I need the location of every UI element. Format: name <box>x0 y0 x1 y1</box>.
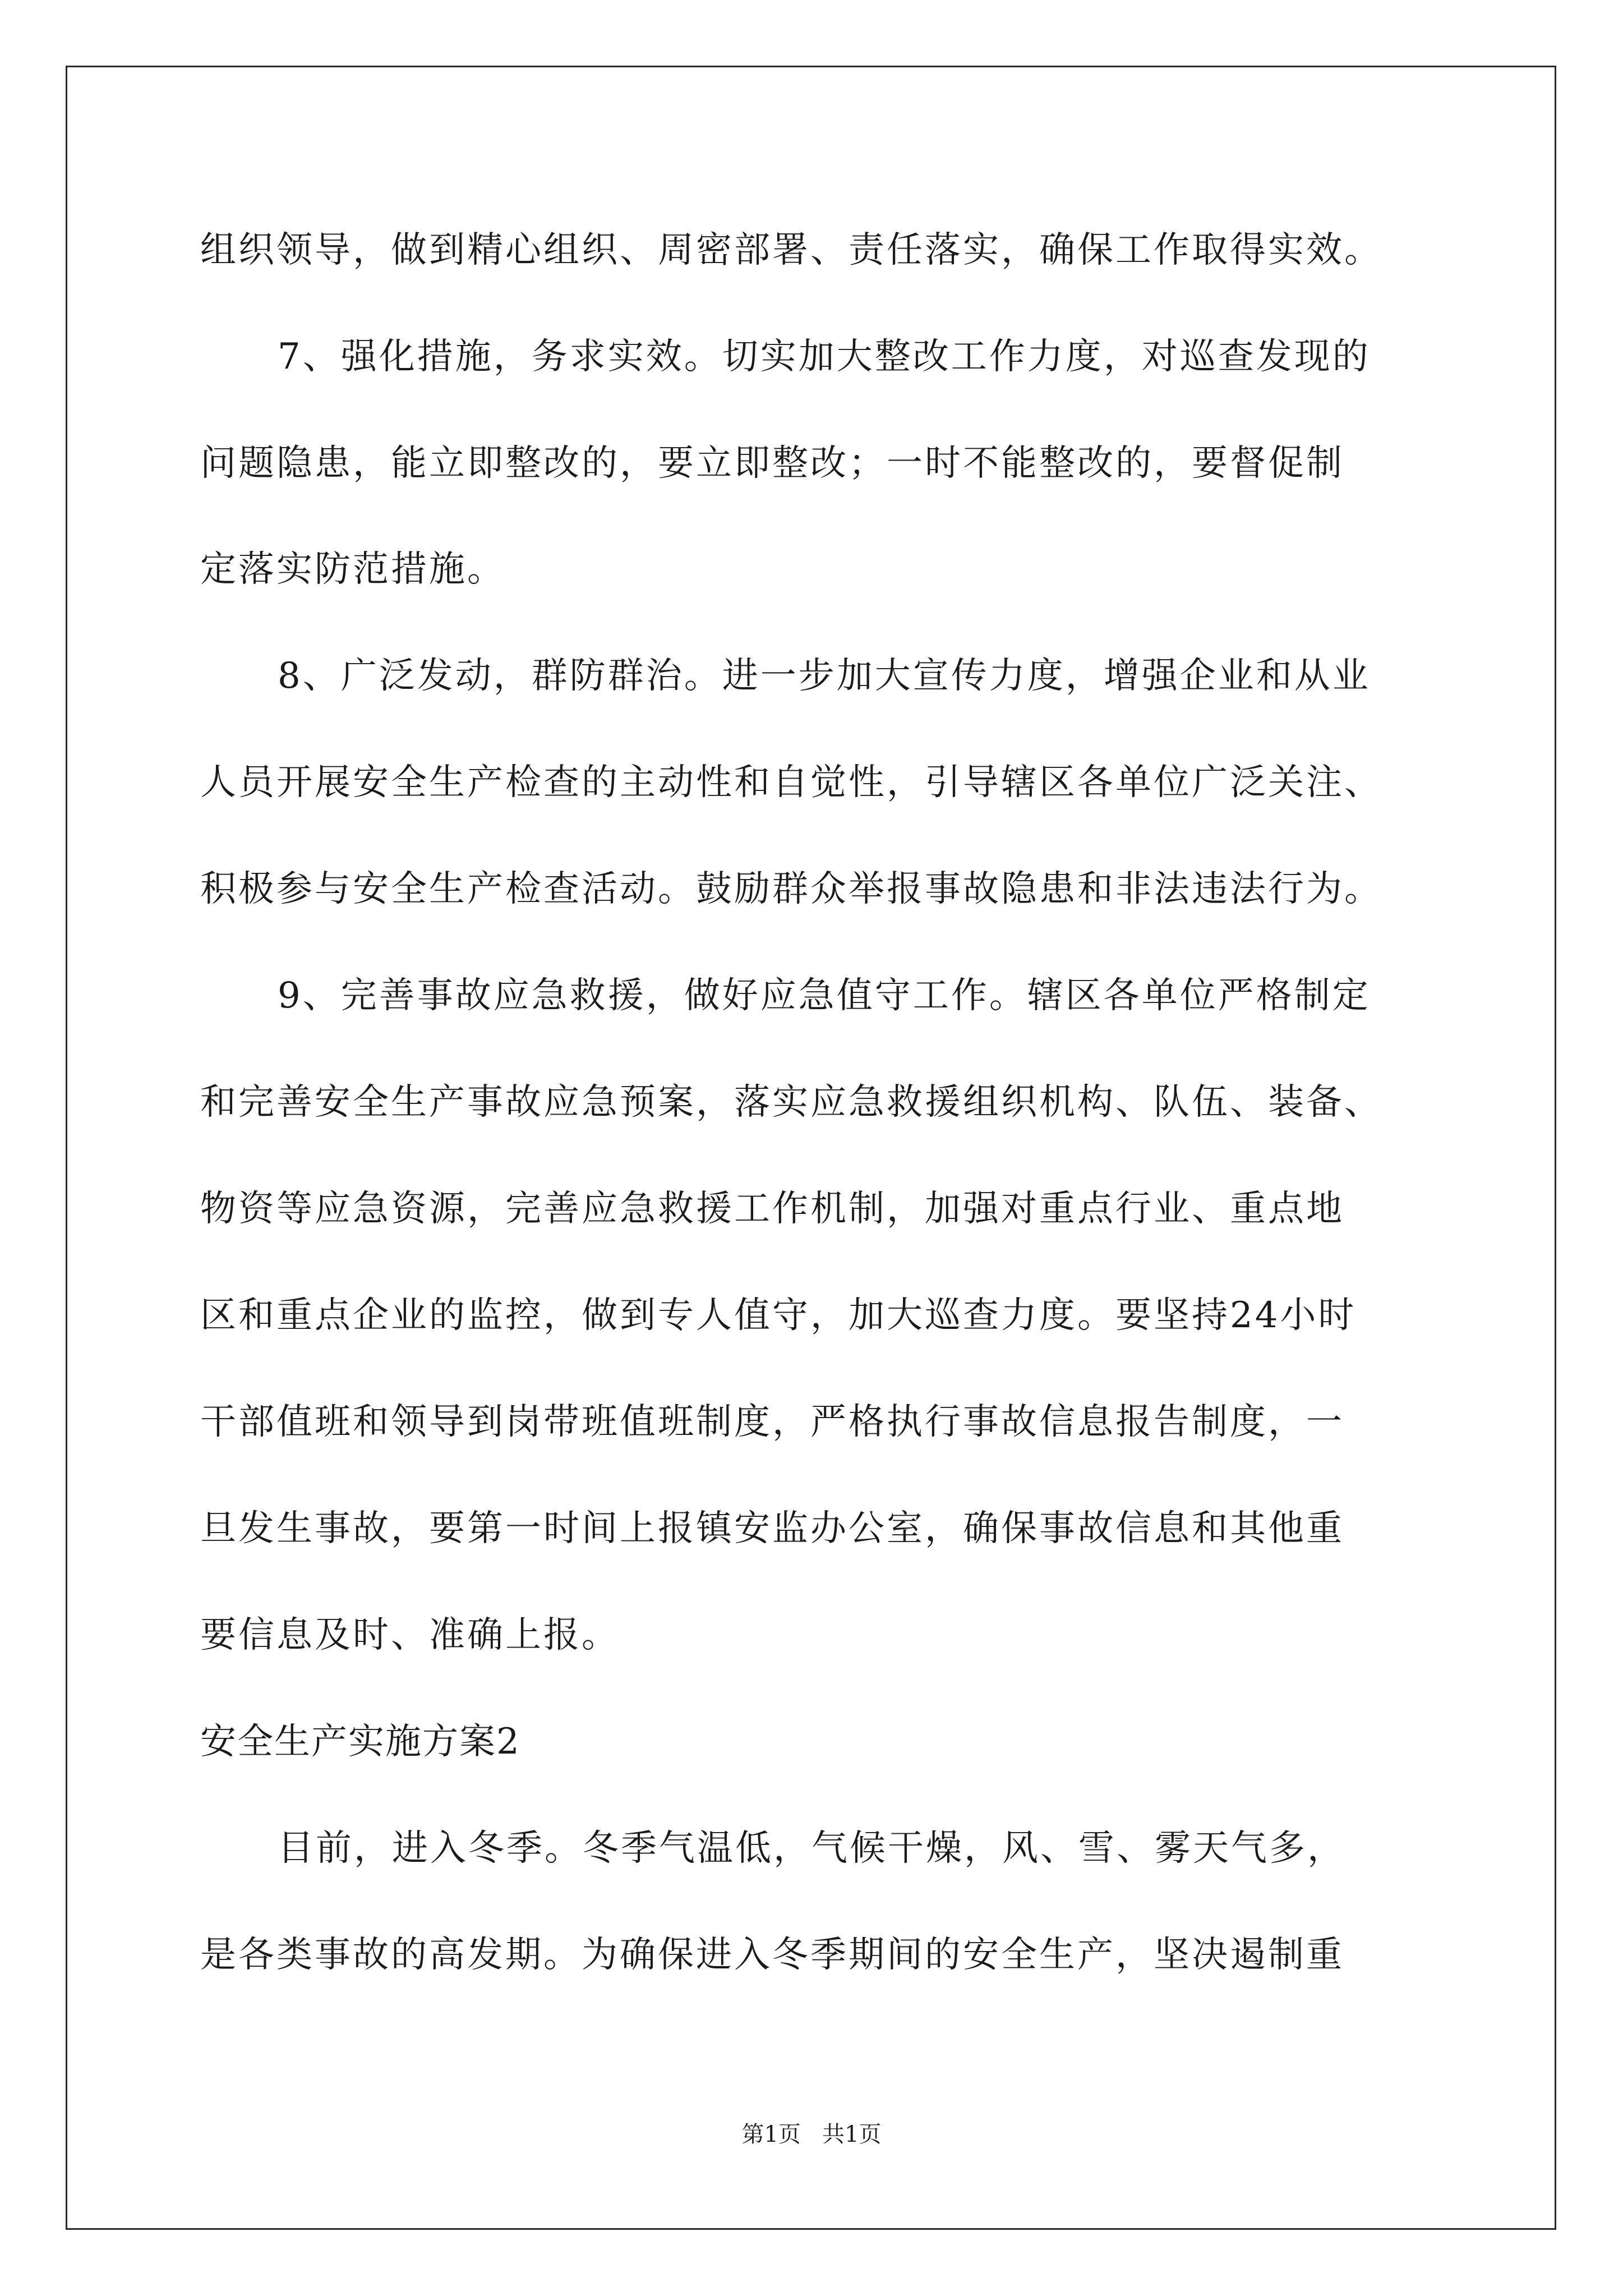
paragraph-line: 积极参与安全生产检查活动。鼓励群众举报事故隐患和非法违法行为。 <box>200 868 1382 910</box>
paragraph-line: 人员开展安全生产检查的主动性和自觉性，引导辖区各单位广泛关注、 <box>200 762 1382 803</box>
paragraph-line: 7、强化措施，务求实效。切实加大整改工作力度，对巡查发现的 <box>278 336 1371 378</box>
paragraph-line: 干部值班和领导到岗带班值班制度，严格执行事故信息报告制度，一 <box>200 1401 1344 1443</box>
paragraph-line: 旦发生事故，要第一时间上报镇安监办公室，确保事故信息和其他重 <box>200 1508 1344 1549</box>
page-footer: 第1页 共1页 <box>741 2122 882 2147</box>
paragraph-line: 组织领导，做到精心组织、周密部署、责任落实，确保工作取得实效。 <box>200 229 1382 271</box>
section-heading: 安全生产实施方案2 <box>200 1721 520 1763</box>
paragraph-line: 是各类事故的高发期。为确保进入冬季期间的安全生产，坚决遏制重 <box>200 1934 1344 1976</box>
paragraph-line: 问题隐患，能立即整改的，要立即整改；一时不能整改的，要督促制 <box>200 443 1344 484</box>
paragraph-line: 和完善安全生产事故应急预案，落实应急救援组织机构、队伍、装备、 <box>200 1082 1382 1123</box>
paragraph-line: 区和重点企业的监控，做到专人值守，加大巡查力度。要坚持24小时 <box>200 1295 1357 1336</box>
paragraph-line: 要信息及时、准确上报。 <box>200 1614 620 1656</box>
paragraph-line: 9、完善事故应急救援，做好应急值守工作。辖区各单位严格制定 <box>278 975 1371 1016</box>
page-border <box>66 66 1556 2230</box>
paragraph-line: 物资等应急资源，完善应急救援工作机制，加强对重点行业、重点地 <box>200 1188 1344 1230</box>
paragraph-line: 目前，进入冬季。冬季气温低，气候干燥，风、雪、雾天气多， <box>278 1828 1345 1869</box>
paragraph-line: 定落实防范措施。 <box>200 549 505 590</box>
paragraph-line: 8、广泛发动，群防群治。进一步加大宣传力度，增强企业和从业 <box>278 655 1371 697</box>
